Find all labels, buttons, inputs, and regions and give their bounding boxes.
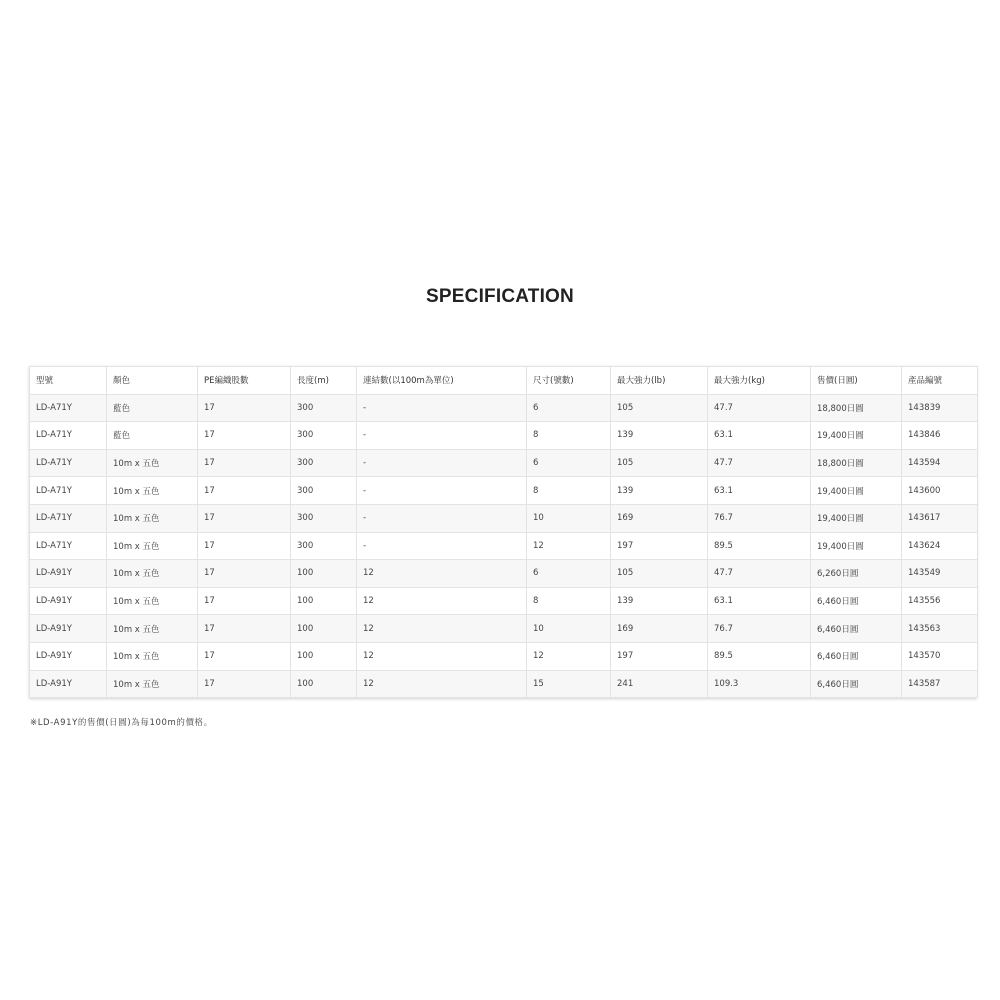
table-cell-max-strength-lb: 197 [611,642,708,670]
table-cell-pe-strands: 17 [198,560,291,588]
table-cell-max-strength-kg: 47.7 [708,394,811,422]
table-cell-connections: 12 [357,560,527,588]
table-cell-max-strength-lb: 139 [611,587,708,615]
table-cell-pe-strands: 17 [198,449,291,477]
table-cell-color: 10m x 五色 [107,532,198,560]
table-cell-length: 100 [291,670,357,698]
table-cell-color: 藍色 [107,422,198,450]
table-cell-size: 8 [527,587,611,615]
table-cell-length: 100 [291,560,357,588]
table-cell-max-strength-kg: 63.1 [708,587,811,615]
table-row [30,449,978,477]
table-cell-size: 12 [527,532,611,560]
column-header-color: 顏色 [107,367,198,395]
table-cell-price-jpy: 18,800日圓 [811,394,902,422]
table-cell-model: LD-A71Y [30,504,107,532]
column-header-model: 型號 [30,367,107,395]
table-cell-connections: 12 [357,642,527,670]
table-cell-size: 15 [527,670,611,698]
table-cell-size: 8 [527,422,611,450]
page-title: SPECIFICATION [426,286,574,307]
column-header-pe-strands: PE編織股數 [198,367,291,395]
table-cell-price-jpy: 19,400日圓 [811,422,902,450]
table-cell-max-strength-kg: 63.1 [708,422,811,450]
table-cell-pe-strands: 17 [198,615,291,643]
column-header-length: 長度(m) [291,367,357,395]
table-cell-product-code: 143624 [902,532,978,560]
table-row [30,587,978,615]
table-cell-length: 100 [291,615,357,643]
table-cell-length: 300 [291,394,357,422]
table-cell-price-jpy: 6,460日圓 [811,587,902,615]
table-cell-size: 6 [527,560,611,588]
table-cell-color: 10m x 五色 [107,670,198,698]
table-cell-color: 藍色 [107,394,198,422]
table-cell-max-strength-lb: 169 [611,504,708,532]
table-cell-max-strength-lb: 169 [611,615,708,643]
table-cell-pe-strands: 17 [198,532,291,560]
table-cell-price-jpy: 18,800日圓 [811,449,902,477]
table-row [30,615,978,643]
table-cell-size: 6 [527,449,611,477]
table-cell-max-strength-kg: 76.7 [708,504,811,532]
table-row [30,560,978,588]
table-cell-price-jpy: 19,400日圓 [811,504,902,532]
table-cell-connections: 12 [357,670,527,698]
table-body [30,394,978,698]
table-cell-connections: 12 [357,587,527,615]
table-cell-max-strength-lb: 105 [611,449,708,477]
table-cell-length: 300 [291,477,357,505]
table-cell-connections: - [357,449,527,477]
table-cell-length: 300 [291,504,357,532]
table-cell-length: 300 [291,422,357,450]
table-cell-model: LD-A91Y [30,615,107,643]
table-cell-size: 6 [527,394,611,422]
table-cell-pe-strands: 17 [198,587,291,615]
spec-table [29,366,978,698]
table-cell-pe-strands: 17 [198,504,291,532]
table-cell-connections: - [357,477,527,505]
table-cell-connections: - [357,532,527,560]
table-cell-color: 10m x 五色 [107,477,198,505]
table-row [30,642,978,670]
table-cell-product-code: 143587 [902,670,978,698]
table-row [30,422,978,450]
spec-table-container [29,366,977,698]
price-footnote: ※LD-A91Y的售價(日圓)為每100m的價格。 [30,718,213,728]
table-cell-model: LD-A91Y [30,560,107,588]
table-cell-model: LD-A71Y [30,422,107,450]
table-cell-product-code: 143839 [902,394,978,422]
column-header-price-jpy: 售價(日圓) [811,367,902,395]
table-cell-model: LD-A71Y [30,449,107,477]
table-cell-product-code: 143846 [902,422,978,450]
table-cell-pe-strands: 17 [198,477,291,505]
table-cell-color: 10m x 五色 [107,449,198,477]
table-cell-color: 10m x 五色 [107,615,198,643]
table-cell-connections: - [357,504,527,532]
table-cell-length: 300 [291,532,357,560]
table-cell-model: LD-A91Y [30,587,107,615]
table-cell-size: 10 [527,504,611,532]
table-cell-length: 100 [291,587,357,615]
table-header-row [30,367,978,395]
table-cell-model: LD-A91Y [30,670,107,698]
table-cell-size: 12 [527,642,611,670]
table-cell-max-strength-kg: 76.7 [708,615,811,643]
column-header-product-code: 產品編號 [902,367,978,395]
table-row [30,504,978,532]
table-cell-price-jpy: 6,460日圓 [811,642,902,670]
table-cell-model: LD-A71Y [30,477,107,505]
table-cell-model: LD-A91Y [30,642,107,670]
table-cell-max-strength-kg: 47.7 [708,449,811,477]
table-row [30,394,978,422]
column-header-size: 尺寸(號數) [527,367,611,395]
table-cell-model: LD-A71Y [30,532,107,560]
table-row [30,532,978,560]
table-cell-connections: - [357,394,527,422]
table-cell-product-code: 143617 [902,504,978,532]
table-cell-price-jpy: 6,260日圓 [811,560,902,588]
column-header-max-strength-lb: 最大強力(lb) [611,367,708,395]
table-cell-max-strength-kg: 89.5 [708,532,811,560]
table-cell-max-strength-lb: 197 [611,532,708,560]
table-cell-color: 10m x 五色 [107,504,198,532]
table-cell-max-strength-lb: 241 [611,670,708,698]
table-cell-pe-strands: 17 [198,422,291,450]
table-cell-length: 100 [291,642,357,670]
table-cell-pe-strands: 17 [198,394,291,422]
table-cell-product-code: 143600 [902,477,978,505]
table-cell-length: 300 [291,449,357,477]
column-header-connections: 連結數(以100m為單位) [357,367,527,395]
table-cell-product-code: 143549 [902,560,978,588]
table-cell-max-strength-lb: 105 [611,394,708,422]
table-cell-max-strength-lb: 139 [611,422,708,450]
table-cell-price-jpy: 19,400日圓 [811,477,902,505]
table-cell-price-jpy: 6,460日圓 [811,670,902,698]
table-cell-size: 8 [527,477,611,505]
table-cell-model: LD-A71Y [30,394,107,422]
table-cell-product-code: 143563 [902,615,978,643]
table-cell-connections: - [357,422,527,450]
table-cell-product-code: 143570 [902,642,978,670]
table-cell-pe-strands: 17 [198,642,291,670]
table-cell-max-strength-kg: 109.3 [708,670,811,698]
table-cell-color: 10m x 五色 [107,642,198,670]
table-cell-product-code: 143556 [902,587,978,615]
table-cell-color: 10m x 五色 [107,560,198,588]
table-cell-pe-strands: 17 [198,670,291,698]
table-cell-max-strength-kg: 89.5 [708,642,811,670]
table-cell-max-strength-kg: 47.7 [708,560,811,588]
table-cell-connections: 12 [357,615,527,643]
column-header-max-strength-kg: 最大強力(kg) [708,367,811,395]
table-cell-price-jpy: 19,400日圓 [811,532,902,560]
table-row [30,477,978,505]
table-cell-max-strength-lb: 105 [611,560,708,588]
table-cell-max-strength-lb: 139 [611,477,708,505]
table-row [30,670,978,698]
table-cell-product-code: 143594 [902,449,978,477]
table-cell-max-strength-kg: 63.1 [708,477,811,505]
table-cell-color: 10m x 五色 [107,587,198,615]
table-cell-price-jpy: 6,460日圓 [811,615,902,643]
table-cell-size: 10 [527,615,611,643]
